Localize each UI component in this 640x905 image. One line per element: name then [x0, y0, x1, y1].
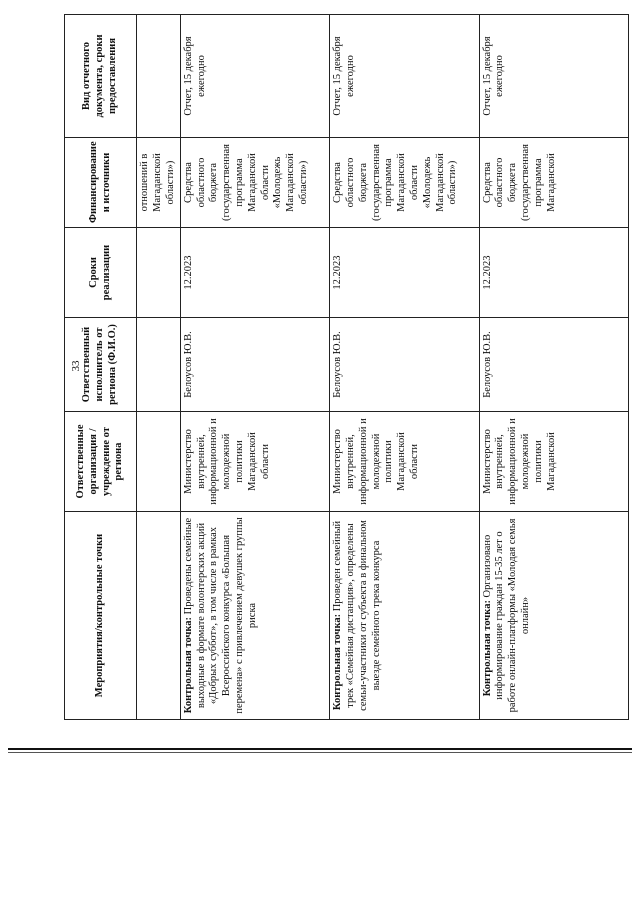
cell-executor: Белоусов Ю.В. [180, 318, 329, 412]
cell-report: Отчет, 15 декабря ежегодно [180, 15, 329, 138]
header-report: Вид отчетного документа, сроки предоставления [65, 15, 137, 138]
cell-empty [137, 15, 181, 138]
cell-event [330, 512, 479, 720]
cell-deadline: 12.2023 [479, 228, 628, 318]
header-executor: Ответственный исполнитель от региона (Ф.И.О.) [65, 318, 137, 412]
table-row [479, 15, 628, 720]
cell-funding: Средства областного бюджета (государственная программа Магаданской области «Молодежь Магаданской области») [330, 138, 479, 228]
event-text: Организовано информирование граждан 15-35 лет о работе онлайн-платформы «Молодая семья онлайн» [481, 518, 531, 713]
cell-report: Отчет, 15 декабря ежегодно [330, 15, 479, 138]
cell-org: Министерство внутренней, информационной и молодежной политики Магаданской области [180, 412, 329, 512]
page-divider-line [8, 748, 632, 750]
cell-org: Министерство внутренней, информационной и молодежной политики Магаданской [479, 412, 628, 512]
event-text: Проведены семейные выходные в формате волонтерских акций «Добрых суббот», в том числе в рамках Всероссийского конкурса «Большая перемена» с привлечением девушек группы риска [182, 517, 258, 714]
cell-executor: Белоусов Ю.В. [479, 318, 628, 412]
cell-deadline: 12.2023 [330, 228, 479, 318]
cell-empty [137, 318, 181, 412]
cell-deadline: 12.2023 [180, 228, 329, 318]
control-point-label: Контрольная точка: [182, 616, 194, 714]
rotated-page-content [64, 15, 629, 720]
control-point-label: Контрольная точка: [332, 613, 344, 711]
cell-report: Отчет, 15 декабря ежегодно [479, 15, 628, 138]
table-row [180, 15, 329, 720]
control-point-label: Контрольная точка: [481, 600, 493, 697]
table-row-continuation [137, 15, 181, 720]
cell-event [479, 512, 628, 720]
cell-empty [137, 512, 181, 720]
cell-funding: отношений в Магаданской области») [137, 138, 181, 228]
cell-executor: Белоусов Ю.В. [330, 318, 479, 412]
cell-empty [137, 412, 181, 512]
header-deadline: Сроки реализации [65, 228, 137, 318]
page-divider-line-thin [8, 752, 632, 753]
table-row [330, 15, 479, 720]
events-table [64, 14, 629, 720]
header-funding: Финансирование и источники [65, 138, 137, 228]
event-text: Проведен семейный трек «Семейная дистанция», определены семьи-участники от субъекта в финальном выезде семейного трека конкурса [332, 520, 382, 711]
header-events: Мероприятия/контрольные точки [65, 512, 137, 720]
cell-funding: Средства областного бюджета (государственная программа Магаданской [479, 138, 628, 228]
cell-funding: Средства областного бюджета (государственная программа Магаданской области «Молодежь Магаданской области») [180, 138, 329, 228]
cell-empty [137, 228, 181, 318]
cell-event [180, 512, 329, 720]
cell-org: Министерство внутренней, информационной и молодежной политики Магаданской области [330, 412, 479, 512]
header-org: Ответственные организация / учреждение от региона [65, 412, 137, 512]
page-number: 33 [70, 360, 82, 372]
table-header-row [65, 15, 137, 720]
